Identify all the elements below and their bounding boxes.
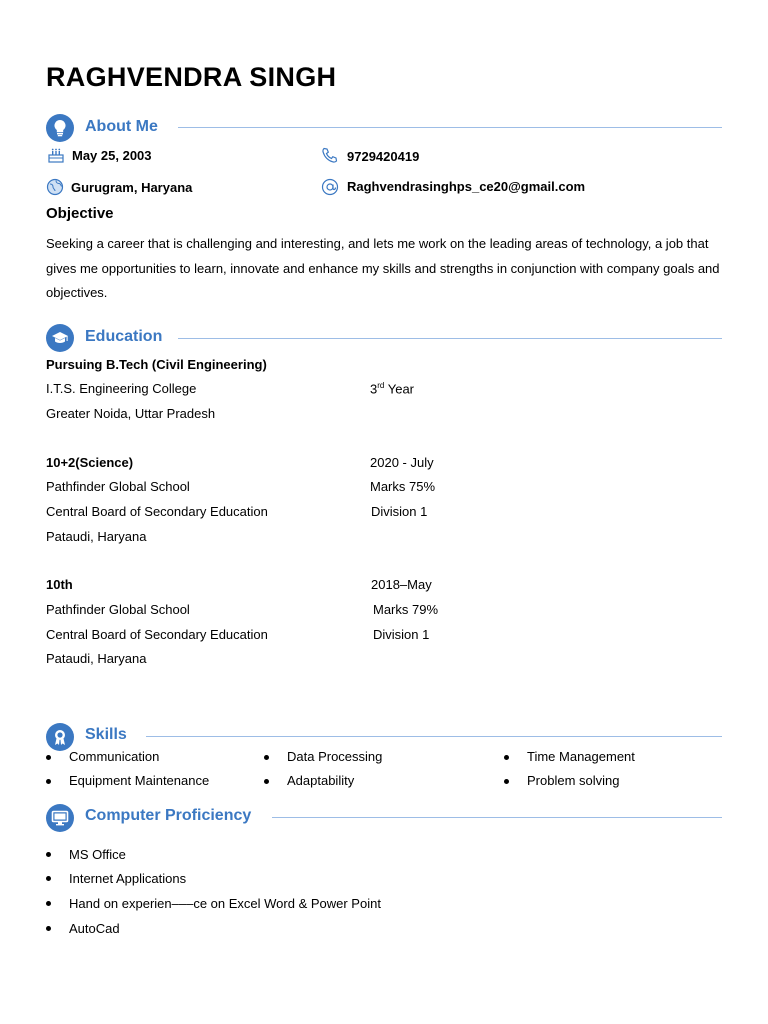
globe-icon (46, 178, 64, 196)
btech-degree: Pursuing B.Tech (Civil Engineering) (46, 357, 267, 372)
tenth-division: Division 1 (373, 627, 430, 642)
btech-college: I.T.S. Engineering College (46, 381, 197, 396)
bullet (46, 901, 51, 906)
skill-item: Equipment Maintenance (69, 773, 210, 788)
skill-item: Data Processing (287, 749, 383, 764)
tenth-school: Pathfinder Global School (46, 602, 190, 617)
bullet (46, 926, 51, 931)
candidate-name: RAGHVENDRA SINGH (46, 62, 337, 92)
phone-number: 9729420419 (347, 149, 420, 164)
bullet (46, 876, 51, 881)
lightbulb-icon (46, 114, 74, 142)
twelfth-school: Pathfinder Global School (46, 479, 190, 494)
bullet (46, 779, 51, 784)
objective-text: Seeking a career that is challenging and interesting, and lets me work on the leading areas of technology, a job that gives me opportunities to learn, innovate and enhance my skills and strengths in conjunction with company goals and objectives. (46, 236, 720, 300)
tenth-board: Central Board of Secondary Education (46, 627, 268, 642)
tenth-degree: 10th (46, 577, 73, 592)
tenth-marks: Marks 79% (373, 602, 439, 617)
btech-location: Greater Noida, Uttar Pradesh (46, 406, 216, 421)
skill-item: Time Management (527, 749, 635, 764)
skill-item: Problem solving (527, 773, 620, 788)
email-address[interactable]: Raghvendrasinghps_ce20@gmail.com (347, 179, 586, 194)
bullet (264, 779, 269, 784)
bullet (46, 852, 51, 857)
twelfth-marks: Marks 75% (370, 479, 436, 494)
skills-divider (146, 736, 722, 737)
computer-skill-item: Hand on experien–––ce on Excel Word & Power Point (69, 896, 381, 911)
skill-item: Adaptability (287, 773, 355, 788)
about-me-divider (178, 127, 722, 128)
skills-heading: Skills (85, 726, 127, 743)
bullet (504, 755, 509, 760)
bullet (504, 779, 509, 784)
birthday-cake-icon (47, 146, 65, 164)
twelfth-board: Central Board of Secondary Education (46, 504, 268, 519)
award-ribbon-icon (46, 723, 74, 751)
tenth-location: Pataudi, Haryana (46, 651, 147, 666)
twelfth-location: Pataudi, Haryana (46, 529, 147, 544)
date-of-birth: May 25, 2003 (72, 148, 152, 163)
computer-skill-item: MS Office (69, 847, 126, 862)
about-me-heading: About Me (85, 118, 158, 135)
education-heading: Education (85, 328, 163, 345)
graduation-cap-icon (46, 324, 74, 352)
monitor-icon (46, 804, 74, 832)
location: Gurugram, Haryana (71, 180, 193, 195)
tenth-date: 2018–May (371, 577, 432, 592)
computer-skill-item: Internet Applications (69, 871, 187, 886)
objective-heading: Objective (46, 205, 114, 222)
skill-item: Communication (69, 749, 160, 764)
education-divider (178, 338, 722, 339)
computer-proficiency-heading: Computer Proficiency (85, 807, 252, 824)
btech-year: 3rd Year (370, 381, 415, 397)
bullet (264, 755, 269, 760)
bullet (46, 755, 51, 760)
twelfth-date: 2020 - July (370, 455, 434, 470)
at-sign-icon (321, 178, 339, 196)
twelfth-division: Division 1 (371, 504, 428, 519)
twelfth-degree: 10+2(Science) (46, 455, 134, 470)
computer-proficiency-divider (272, 817, 722, 818)
computer-skill-item: AutoCad (69, 921, 120, 936)
phone-icon (321, 146, 339, 164)
